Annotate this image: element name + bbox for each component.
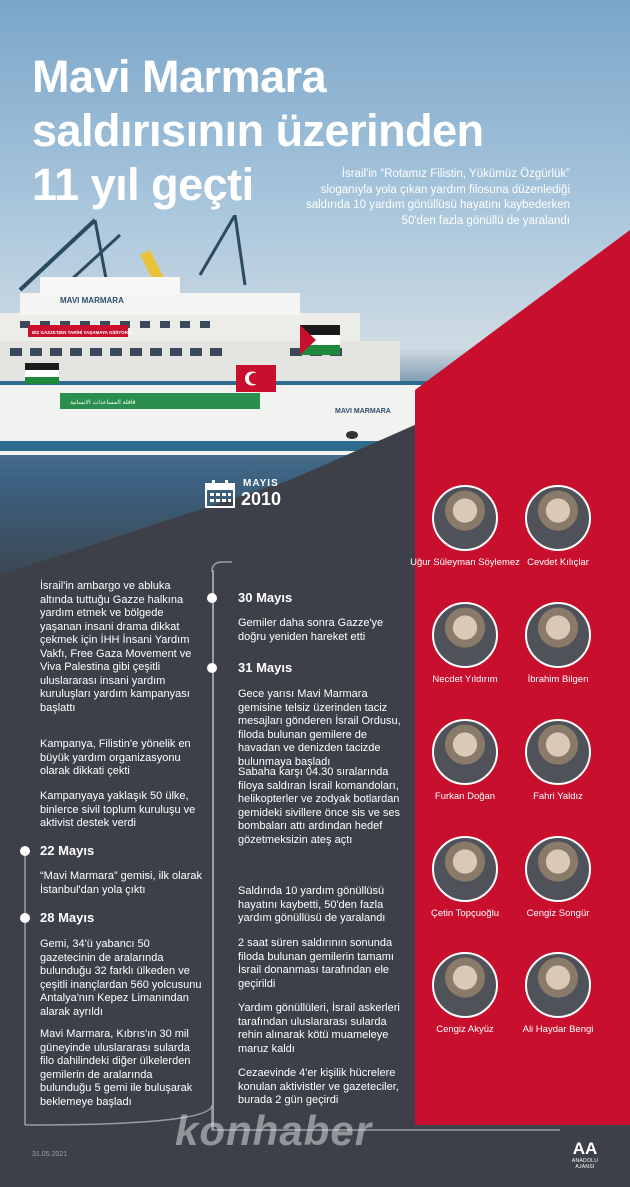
intro-paragraph-1: İsrail'in ambargo ve abluka altında tuttuğu Gazze halkına yardım etmek ve bölgede yaşanan insani drama dikkat çekmek için İHH İnsani Yardım Vakfı, Free Gaza Movement ve Viva Palestina gibi çeşitli uluslararası insani yardım kuruluşları yardım kampanyası başlattı — [40, 580, 192, 714]
event-text: Gemiler daha sonra Gazze'ye doğru yeniden hareket etti — [238, 617, 384, 643]
intro-paragraph-3: Kampanyaya yaklaşık 50 ülke, binlerce sivil toplum kuruluşu ve aktivist destek verdi — [40, 790, 196, 829]
avatar — [525, 602, 591, 668]
timeline-dot — [20, 913, 30, 923]
intro-paragraph-2: Kampanya, Filistin'e yönelik en büyük yardım organizasyonu olarak dikkati çekti — [40, 738, 191, 777]
timeline-dot — [207, 663, 217, 673]
victim-name: Çetin Topçuoğlu — [431, 908, 499, 919]
event-date-31-mayis: 31 Mayıs — [238, 660, 293, 675]
victim-name: Fahri Yaldız — [533, 791, 583, 802]
victim-name: Ali Haydar Bengi — [522, 1024, 594, 1035]
avatar — [525, 719, 591, 785]
ship-top-name: MAVI MARMARA — [60, 296, 124, 305]
badge-month: MAYIS — [243, 478, 279, 489]
event-date-30-mayis: 30 Mayıs — [238, 590, 293, 605]
aa-logo-text: ANADOLU AJANSI — [571, 1158, 599, 1170]
avatar — [432, 485, 498, 551]
event-text: Sabaha karşı 04.30 sıralarında filoya saldıran İsrail komandoları, helikopterler ve zodyak botlardan gemideki sivillere önce sis ve ses bombaları attı ardından hedef gözetmeksizin ateş açtı — [238, 766, 401, 846]
victim-card — [503, 719, 613, 803]
ship-banner-text: BİZ GAZZE'DEN TARİHİ YAŞAMAYA GİDİYORUZ — [32, 330, 134, 335]
aa-logo-mark: AA — [572, 1139, 598, 1158]
victim-name: Cengiz Akyüz — [436, 1024, 494, 1035]
event-date-22-mayis: 22 Mayıs — [40, 843, 95, 858]
victim-name: İbrahim Bilgen — [527, 674, 589, 685]
event-text: Cezaevinde 4'er kişilik hücrelere konulan aktivistler ve gazeteciler, burada 2 gün geçirdi — [238, 1067, 399, 1106]
avatar — [432, 952, 498, 1018]
event-text: Gece yarısı Mavi Marmara gemisine telsiz üzerinden taciz mesajları gönderen İsrail Ordusu, filoda bulunan gemilere de havadan ve denizden tacizde bulunmaya başladı — [238, 688, 401, 768]
watermark: konhaber — [175, 1107, 373, 1154]
avatar — [432, 836, 498, 902]
calendar-icon — [205, 480, 235, 508]
subtitle: İsrail'in “Rotamız Filistin, Yükümüz Özgürlük” sloganıyla yola çıkan yardım filosuna düzenlediği saldırıda 10 yardım gönüllüsü hayatını kaybederken 50'den fazla gönüllü de yaralandı — [305, 168, 570, 227]
avatar — [525, 836, 591, 902]
avatar — [432, 602, 498, 668]
victim-card — [503, 485, 613, 569]
victim-name: Uğur Süleyman Söylemez — [410, 557, 520, 568]
aa-logo — [565, 1140, 605, 1170]
event-text: Mavi Marmara, Kıbrıs'ın 30 mil güneyinde uluslararası sularda filo dahilindeki diğer ülkelerden gemilerin de aralarında bulunduğu 5 gemi ile buluşarak beklemeye başladı — [40, 1028, 193, 1108]
title-line-2: saldırısının üzerinden — [32, 105, 484, 156]
victim-card — [503, 602, 613, 686]
badge-year: 2010 — [241, 489, 282, 509]
victim-card — [503, 952, 613, 1036]
victim-name: Cengiz Songür — [526, 908, 590, 919]
timeline-dot — [20, 846, 30, 856]
victim-name: Furkan Doğan — [434, 791, 496, 802]
title-line-3: 11 yıl geçti — [32, 159, 254, 210]
victim-name: Cevdet Kılıçlar — [527, 557, 589, 568]
avatar — [432, 719, 498, 785]
victim-card — [503, 836, 613, 920]
event-text: Yardım gönüllüleri, İsrail askerleri tarafından uluslararası sularda rehin alınarak kötü muameleye maruz kaldı — [238, 1002, 400, 1055]
event-date-28-mayis: 28 Mayıs — [40, 910, 95, 925]
ship-hull-name: MAVI MARMARA — [335, 408, 391, 415]
ship-arabic-banner: قافلة المساعدات الانسانية — [70, 399, 136, 406]
event-text: “Mavi Marmara” gemisi, ilk olarak İstanbul'dan yola çıktı — [40, 870, 202, 896]
victim-name: Necdet Yıldırım — [432, 674, 498, 685]
avatar — [525, 952, 591, 1018]
footer-date: 31.05.2021 — [32, 1151, 68, 1158]
event-text: Saldırıda 10 yardım gönüllüsü hayatını kaybetti, 50'den fazla yardım gönüllüsü de yaralandı — [238, 885, 386, 924]
avatar — [525, 485, 591, 551]
timeline-dot — [207, 593, 217, 603]
event-text: 2 saat süren saldırının sonunda filoda bulunan gemilerin tamamı İsrail donanması tarafından ele geçirildi — [238, 937, 394, 990]
event-text: Gemi, 34'ü yabancı 50 gazetecinin de aralarında bulunduğu 32 farklı ülkeden ve çeşitli inançlardan 560 yolcusunu Antalya'nın Kepez Limanından alarak ayrıldı — [40, 938, 202, 1018]
title-line-1: Mavi Marmara — [32, 51, 327, 102]
